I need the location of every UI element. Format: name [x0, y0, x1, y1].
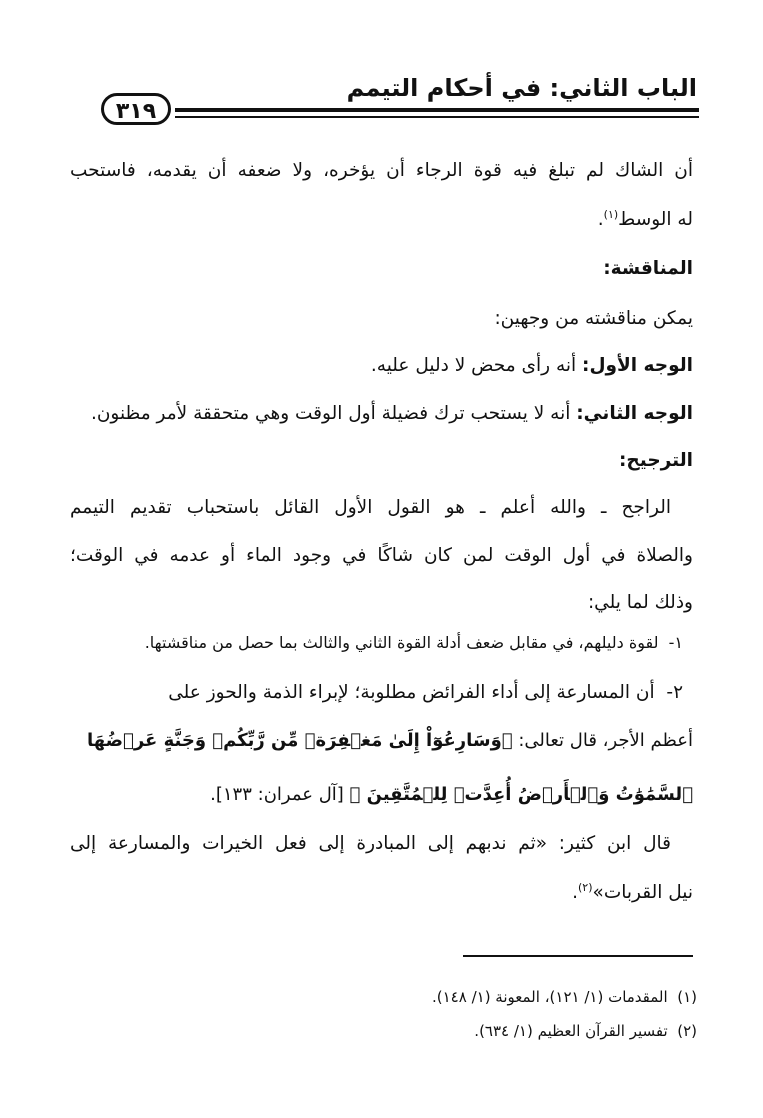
body-line — [572, 881, 693, 903]
body-line: وذلك لما يلي: — [587, 592, 693, 613]
quran-verse: ٱلسَّمَٰوَٰتُ وَٱلۡأَرۡضُ أُعِدَّتۡ لِلۡمُتَّقِينَ ﴾ — [349, 784, 693, 805]
body-line: والصلاة في أول الوقت لمن كان شاكًا في وجود الماء أو عدمه في الوقت؛ — [70, 545, 693, 566]
body-text: له الوسط — [618, 209, 693, 231]
footnote-number: (٢) — [677, 1022, 697, 1040]
footnote-text: تفسير القرآن العظيم (١/ ٦٣٤). — [474, 1022, 668, 1040]
footnote-separator — [463, 955, 693, 957]
section-heading: المناقشة: — [603, 258, 693, 279]
verse-reference: [آل عمران: ١٣٣]. — [210, 784, 350, 805]
body-text: أنه رأى محض لا دليل عليه. — [370, 355, 583, 376]
body-line — [598, 208, 693, 230]
section-heading: الترجيح: — [619, 450, 693, 471]
body-line: الراجح ـ والله أعلم ـ هو القول الأول القائل باستحباب تقديم التيمم — [70, 497, 671, 518]
body-text: أعظم الأجر، قال تعالى: — [512, 730, 693, 751]
body-text: . — [597, 209, 604, 231]
page-number: ٣١٩ — [101, 93, 171, 125]
list-number: ١- — [668, 633, 683, 652]
body-text: أن المسارعة إلى أداء الفرائض مطلوبة؛ لإبراء الذمة والحوز على — [168, 682, 655, 703]
footnote-ref: (٢) — [577, 881, 593, 894]
point-label: الوجه الثاني: — [576, 403, 693, 424]
body-line — [91, 403, 693, 424]
body-line: يمكن مناقشته من وجهين: — [494, 308, 693, 329]
chapter-title: الباب الثاني: في أحكام التيمم — [346, 74, 697, 102]
header-rule — [175, 108, 699, 112]
body-line: قال ابن كثير: «ثم ندبهم إلى المبادرة إلى فعل الخيرات والمسارعة إلى — [70, 833, 671, 854]
list-item — [70, 682, 683, 703]
body-line — [371, 355, 693, 376]
body-line: أن الشاك لم تبلغ فيه قوة الرجاء أن يؤخره، ولا ضعفه أن يقدمه، فاستحب — [70, 160, 693, 181]
body-text: . — [572, 882, 578, 904]
body-text: لقوة دليلهم، في مقابل ضعف أدلة القوة الثاني والثالث بما حصل من مناقشتها. — [144, 633, 659, 652]
footnote-ref: (١) — [603, 208, 619, 221]
footnote-number: (١) — [677, 988, 697, 1006]
footnote — [432, 988, 697, 1006]
body-line — [210, 784, 693, 805]
quran-verse: ﴿وَسَارِعُوٓاْ إِلَىٰ مَغۡفِرَةٖ مِّن رَّبِّكُمۡ وَجَنَّةٍ عَرۡضُهَا — [87, 730, 513, 751]
footnote-text: المقدمات (١/ ١٢١)، المعونة (١/ ١٤٨). — [432, 988, 668, 1006]
list-number: ٢- — [666, 682, 683, 703]
header-rule-thin — [175, 116, 699, 118]
footnote — [474, 1022, 697, 1040]
body-text: نيل القربات» — [592, 882, 693, 904]
body-text: أنه لا يستحب ترك فضيلة أول الوقت وهي متحققة لأمر مظنون. — [90, 403, 577, 424]
point-label: الوجه الأول: — [582, 355, 693, 376]
list-item — [145, 633, 683, 652]
body-line — [87, 730, 693, 751]
